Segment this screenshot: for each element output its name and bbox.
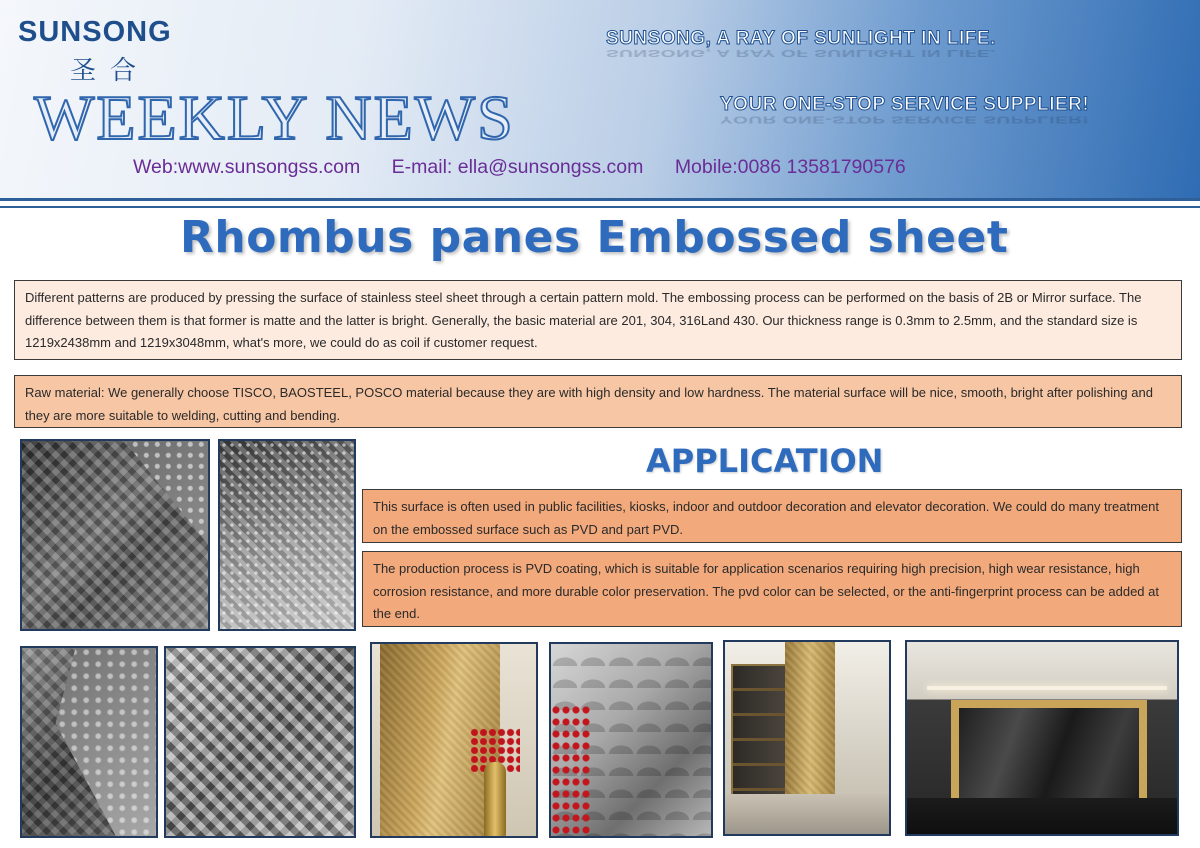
- header-banner: [0, 0, 1200, 198]
- contact-mobile: Mobile:0086 13581790576: [674, 156, 906, 178]
- logo-name: SUNSONG: [18, 16, 172, 48]
- water-drop-texture: [22, 441, 208, 629]
- application-text-box-1: This surface is often used in public facilities, kiosks, indoor and outdoor decoration and elevator decoration. We could do many treatment on the embossed surface such as PVD and part PVD.: [362, 489, 1182, 543]
- slogan-line-1-reflection: SUNSONG, A RAY OF SUNLIGHT IN LIFE.: [606, 47, 996, 60]
- sunsong-logo: [18, 16, 218, 86]
- slogan-line-2-reflection: YOUR ONE-STOP SERVICE SUPPLIER!: [720, 113, 1090, 126]
- logo-chinese: 圣合: [70, 56, 151, 86]
- application-heading: APPLICATION: [646, 442, 884, 480]
- contact-website[interactable]: Web:www.sunsongss.com: [133, 156, 361, 178]
- pebble-texture: [22, 648, 156, 836]
- gold-vase: [484, 762, 506, 838]
- ceiling-light-strip: [927, 686, 1167, 690]
- intro-text-box: Different patterns are produced by pressing the surface of stainless steel sheet through a certain pattern mold. The embossing process can be performed on the basis of 2B or Mirror surface. The difference between them is that former is matte and the latter is bright. Generally, the basic material are 201, 304, 316Land 430. Our thickness range is 0.3mm to 2.5mm, and the standard size is 1219x2438mm and 1219x3048mm, what's more, we could do as coil if customer request.: [14, 280, 1182, 360]
- application-photo-scale-panels: [549, 642, 713, 838]
- sample-photo-rhombus-checker: [164, 646, 356, 838]
- header-divider: [0, 198, 1200, 208]
- application-photo-lobby-frame: [905, 640, 1179, 836]
- weekly-news-title: WEEKLY NEWS: [34, 82, 515, 153]
- contact-email[interactable]: E-mail: ella@sunsongss.com: [391, 156, 644, 178]
- application-photo-gold-wall: [370, 642, 538, 838]
- slogan-line-2: YOUR ONE-STOP SERVICE SUPPLIER!: [720, 94, 1090, 115]
- application-photo-gold-pillar: [723, 640, 891, 836]
- red-berries: [551, 704, 591, 838]
- sample-photo-rhombus-dots: [218, 439, 356, 631]
- black-stone-step: [907, 798, 1177, 834]
- contact-line: [133, 156, 932, 179]
- marble-floor: [725, 794, 889, 834]
- slogan-line-1: SUNSONG, A RAY OF SUNLIGHT IN LIFE.: [606, 28, 996, 49]
- sample-photo-rhombus-drops: [20, 439, 210, 631]
- sample-photo-rhombus-pebble: [20, 646, 158, 838]
- page-title: Rhombus panes Embossed sheet: [180, 212, 1009, 263]
- application-text-box-2: The production process is PVD coating, which is suitable for application scenarios requiring high precision, high wear resistance, high corrosion resistance, and more durable color preservation. The pvd color can be selected, or the anti-fingerprint process can be added at the end.: [362, 551, 1182, 627]
- gold-frame-wall: [951, 700, 1147, 798]
- raw-material-box: Raw material: We generally choose TISCO, BAOSTEEL, POSCO material because they are with high density and low hardness. The material surface will be nice, smooth, bright after polishing and they are more suitable to welding, cutting and bending.: [14, 375, 1182, 428]
